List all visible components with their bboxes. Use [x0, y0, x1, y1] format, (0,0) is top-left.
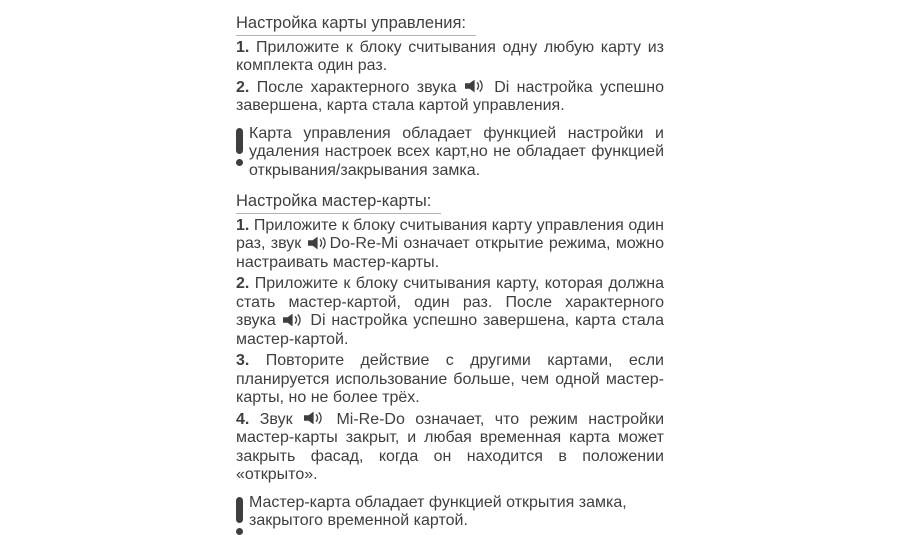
section-heading: Настройка мастер-карты:: [236, 192, 441, 214]
step-number: 1.: [236, 38, 250, 56]
instruction-paragraph: 3. Повторите действие с другими картами, если планируется использование больше, чем одной мастер-карты, но не более трёх.: [236, 352, 664, 406]
section-body: [236, 39, 664, 116]
exclamation-icon: [236, 494, 249, 535]
step-number: 2.: [236, 78, 250, 96]
step-number: 2.: [236, 275, 250, 292]
section-body: [236, 217, 664, 485]
speaker-icon: [465, 79, 486, 93]
note-text: Мастер-карта обладает функцией открытия замка, закрытого временной картой.: [249, 493, 627, 529]
exclamation-bar: [236, 128, 243, 154]
section-control-card: [236, 14, 664, 180]
section-master-card: [236, 192, 664, 535]
exclamation-dot: [236, 159, 243, 166]
instruction-paragraph: 2. Приложите к блоку считывания карту, которая должна стать мастер-картой, один раз. После характерного звука Di настройка успешно завершена, карта стала мастер-картой.: [236, 275, 664, 348]
step-number: 1.: [236, 216, 250, 234]
instruction-paragraph: 1. Приложите к блоку считывания карту управления один раз, звук Do-Re-Mi означает открытие режима, можно настраивать мастер-карты.: [236, 216, 664, 271]
exclamation-bar: [236, 497, 243, 523]
speaker-icon: [283, 313, 304, 327]
instruction-paragraph: 4. Звук Mi-Re-Do означает, что режим настройки мастер-карты закрыт, и любая временная карта может закрыть фасад, когда он находится в положении «открыто».: [236, 410, 665, 483]
warning-note: [236, 494, 664, 535]
step-number: 3.: [236, 352, 250, 369]
speaker-icon: [308, 236, 329, 250]
note-text: Карта управления обладает функцией настройки и удаления настроек всех карт,но не обладает функцией открывания/закрывания замка.: [249, 124, 664, 179]
warning-note: [236, 125, 664, 181]
exclamation-dot: [236, 528, 243, 535]
step-number: 4.: [236, 410, 250, 428]
instruction-paragraph: 1. Приложите к блоку считывания одну любую карту из комплекта один раз.: [236, 38, 664, 74]
content-column: [236, 14, 664, 535]
speaker-icon: [304, 411, 325, 425]
exclamation-icon: [236, 125, 249, 166]
instruction-paragraph: 2. После характерного звука Di настройка успешно завершена, карта стала картой управления.: [236, 78, 665, 114]
section-heading: Настройка карты управления:: [236, 14, 476, 36]
